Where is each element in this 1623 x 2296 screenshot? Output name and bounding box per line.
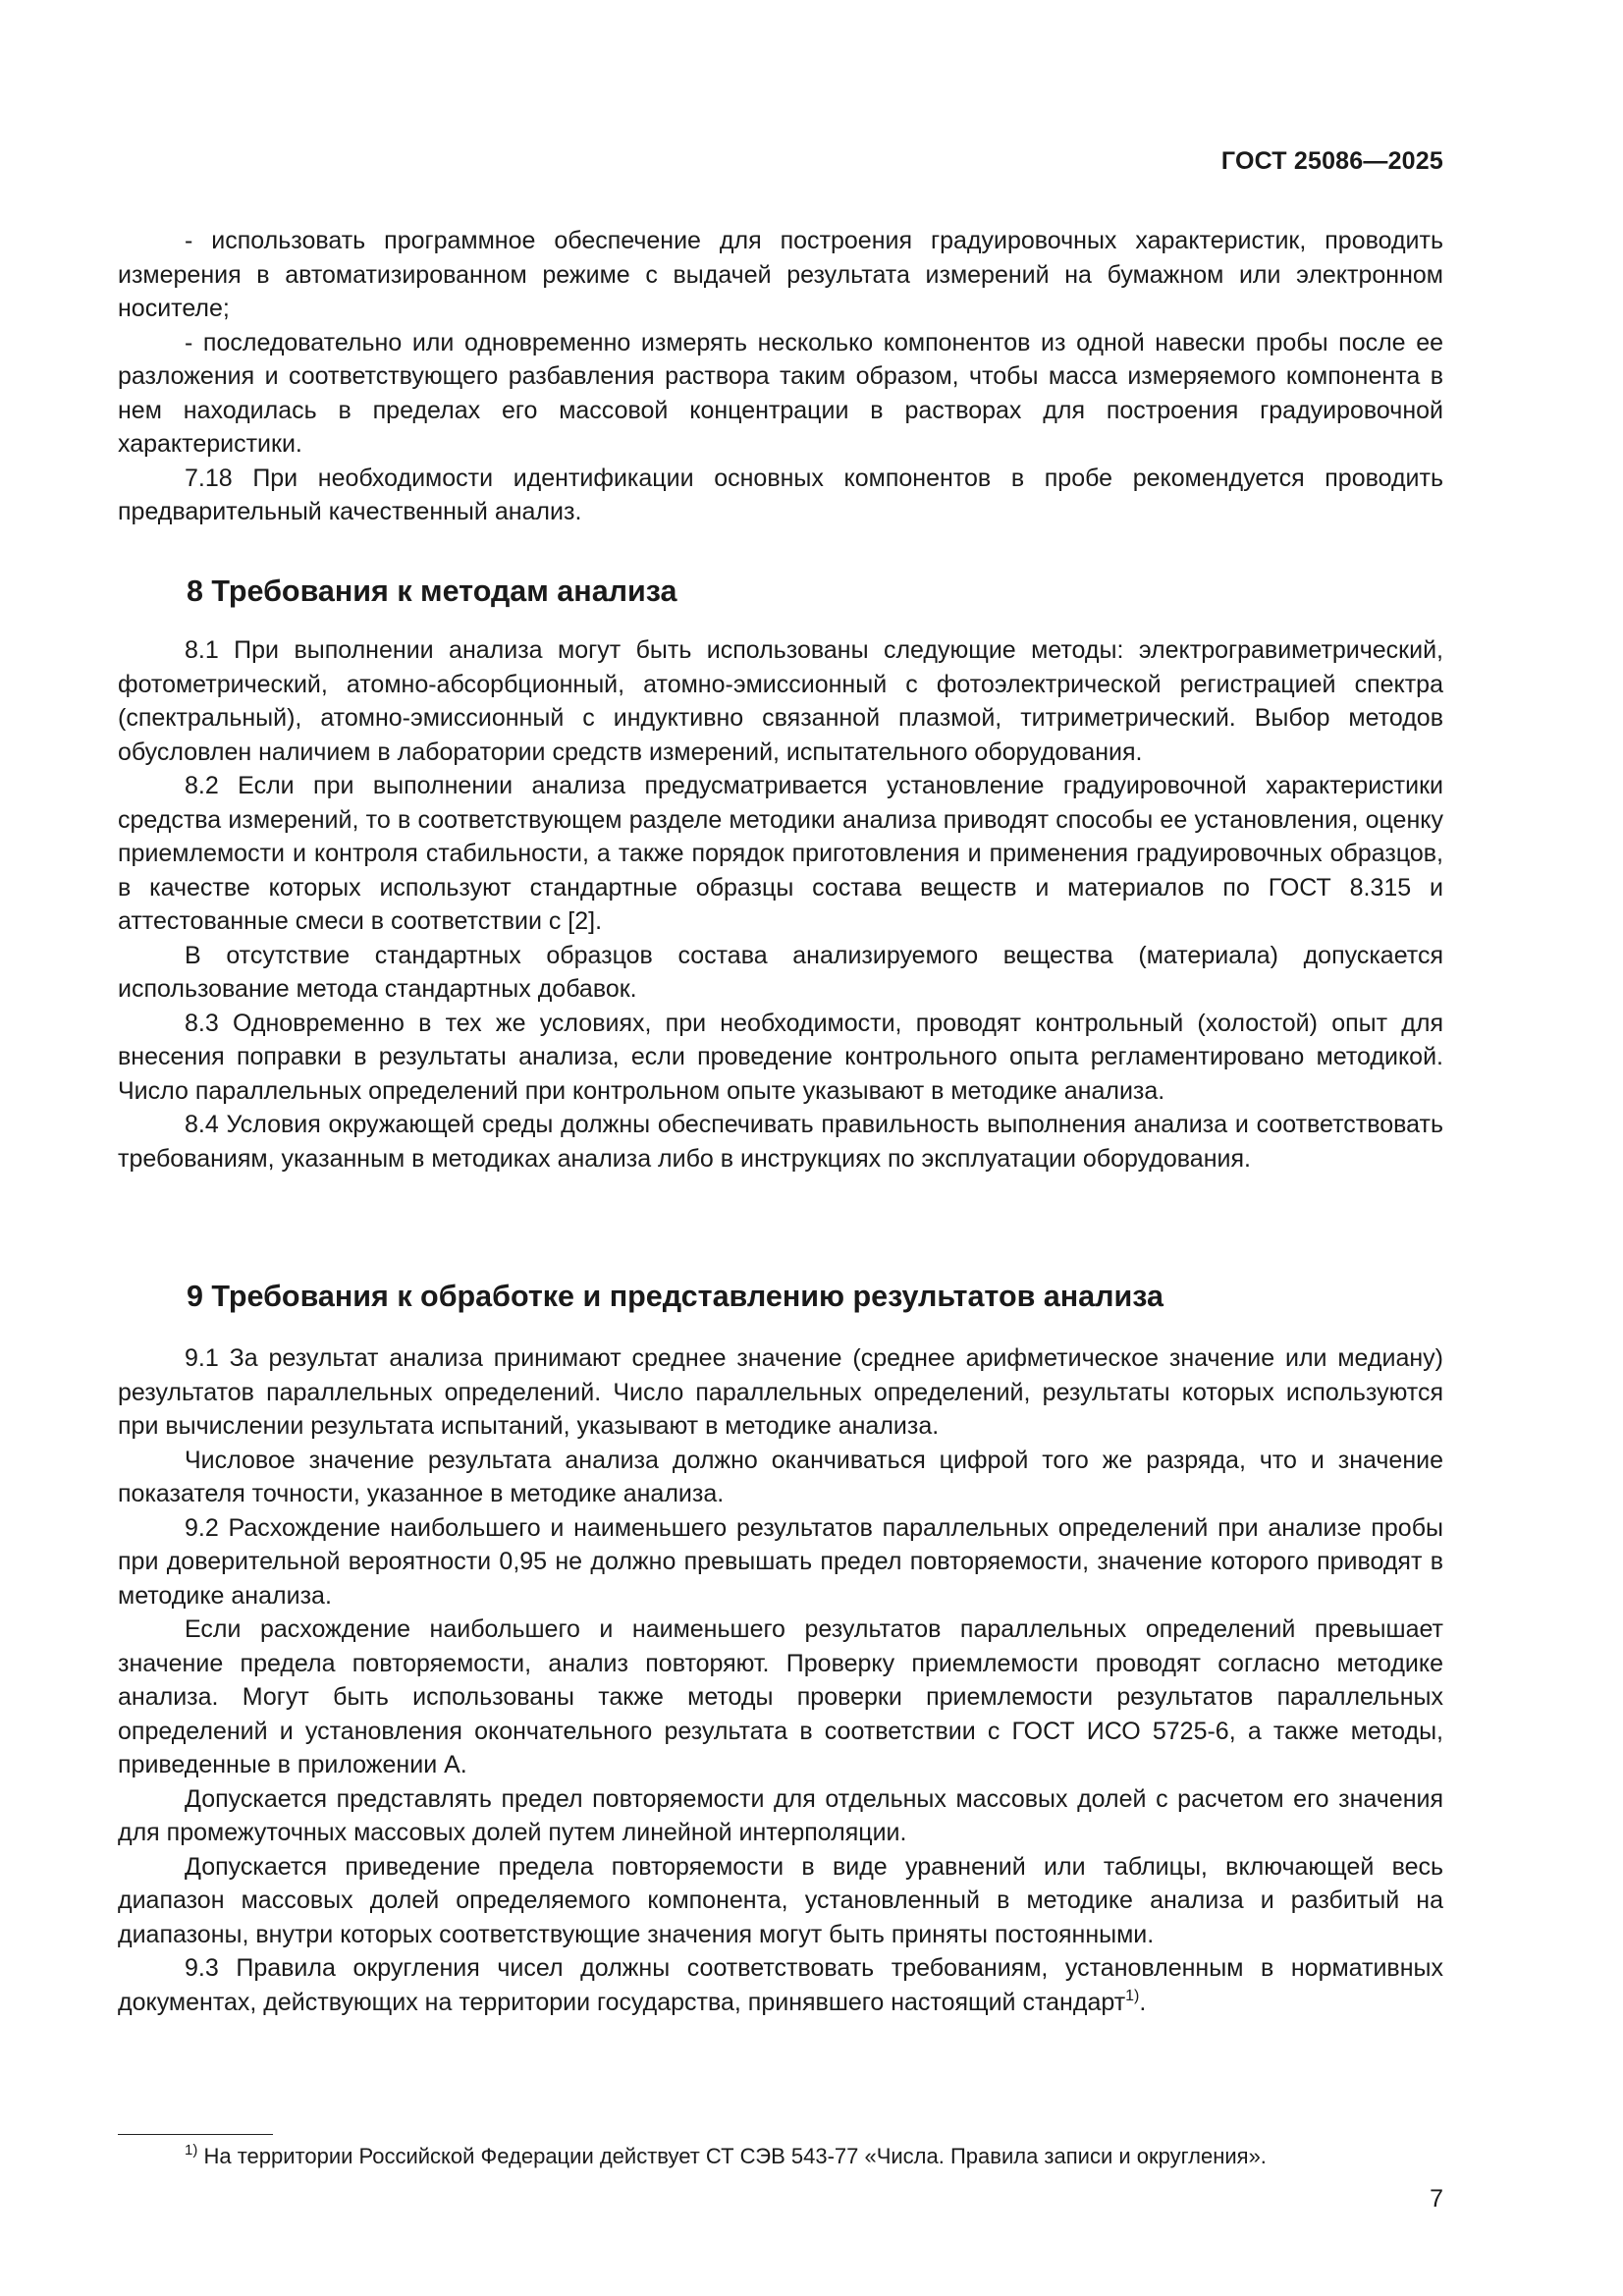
- paragraph: 9.2 Расхождение наибольшего и наименьшего результатов параллельных определений при анализе пробы при доверительной вероятности 0,95 не должно превышать предел повторяемости, значение которого приводят в методике анализа.: [118, 1513, 1443, 1610]
- paragraph: Числовое значение результата анализа должно оканчиваться цифрой того же разряда, что и значение показателя точности, указанное в методике анализа.: [118, 1446, 1443, 1507]
- paragraph: - последовательно или одновременно измерять несколько компонентов из одной навески пробы после ее разложения и соответствующего разбавления раствора таким образом, чтобы масса измеряемого компонента в нем находилась в пределах его массовой концентрации в растворах для построения градуировочной характеристики.: [118, 328, 1443, 458]
- section-9-text: [118, 1341, 1443, 2019]
- paragraph-with-footnote-ref: 9.3 Правила округления чисел должны соответствовать требованиям, установленным в нормативных документах, действующих на территории государства, принявшего настоящий стандарт$^{1)}$.: [118, 1954, 1443, 2016]
- paragraph: 8.2 Если при выполнении анализа предусматривается установление градуировочной характеристики средства измерений, то в соответствующем разделе методики анализа приводят способы ее установления, оценку приемлемости и контроля стабильности, а также порядок приготовления и применения градуировочных образцов, в качестве которых используют стандартные образцы состава веществ и материалов по ГОСТ 8.315 и аттестованные смеси в соответствии с [2].: [118, 772, 1443, 935]
- section-9-heading: 9 Требования к обработке и представлению результатов анализа: [187, 1280, 1163, 1313]
- paragraph: Если расхождение наибольшего и наименьшего результатов параллельных определений превышает значение предела повторяемости, анализ повторяют. Проверку приемлемости проводят согласно методике анализа. Могут быть использованы также методы проверки приемлемости результатов параллельных определений и установления окончательного результата в соответствии с ГОСТ ИСО 5725-6, а также методы, приведенные в приложении А.: [118, 1615, 1443, 1778]
- paragraph: Допускается представлять предел повторяемости для отдельных массовых долей с расчетом его значения для промежуточных массовых долей путем линейной интерполяции.: [118, 1784, 1443, 1846]
- paragraph: 9.1 За результат анализа принимают среднее значение (среднее арифметическое значение или медиану) результатов параллельных определений. Число параллельных определений, результаты которых используются при вычислении результата испытаний, указывают в методике анализа.: [118, 1344, 1443, 1440]
- intro-text: [118, 224, 1443, 529]
- footnote: [185, 2142, 1267, 2171]
- footnote-divider: [118, 2134, 273, 2135]
- paragraph: 8.1 При выполнении анализа могут быть использованы следующие методы: электрогравиметрический, фотометрический, атомно-абсорбционный, атомно-эмиссионный с фотоэлектрической регистрацией спектра (спектральный), атомно-эмиссионный с индуктивно связанной плазмой, титриметрический. Выбор методов обусловлен наличием в лаборатории средств измерений, испытательного оборудования.: [118, 636, 1443, 766]
- standard-code: ГОСТ 25086—2025: [1220, 147, 1443, 175]
- footnote-marker: 1): [185, 2142, 198, 2159]
- paragraph: - использовать программное обеспечение для построения градуировочных характеристик, проводить измерения в автоматизированном режиме с выдачей результата измерений на бумажном или электронном носителе;: [118, 227, 1443, 322]
- paragraph: Допускается приведение предела повторяемости в виде уравнений или таблицы, включающей весь диапазон массовых долей определяемого компонента, установленный в методике анализа и разбитый на диапазоны, внутри которых соответствующие значения могут быть приняты постоянными.: [118, 1852, 1443, 1948]
- paragraph: 7.18 При необходимости идентификации основных компонентов в пробе рекомендуется проводить предварительный качественный анализ.: [118, 464, 1443, 525]
- paragraph-text: 9.3 Правила округления чисел должны соответствовать требованиям, установленным в нормативных документах, действующих на территории государства, принявшего настоящий стандарт: [118, 1954, 1443, 2016]
- footnote-text: На территории Российской Федерации действует СТ СЭВ 543-77 «Числа. Правила записи и округления».: [197, 2144, 1267, 2168]
- section-8-heading: 8 Требования к методам анализа: [187, 574, 677, 608]
- page-number: 7: [1430, 2185, 1443, 2213]
- footnote-reference[interactable]: 1): [1125, 1987, 1140, 2004]
- paragraph: В отсутствие стандартных образцов состава анализируемого вещества (материала) допускается использование метода стандартных добавок.: [118, 941, 1443, 1003]
- paragraph: 8.4 Условия окружающей среды должны обеспечивать правильность выполнения анализа и соответствовать требованиям, указанным в методиках анализа либо в инструкциях по эксплуатации оборудования.: [118, 1111, 1443, 1173]
- section-8-text: [118, 633, 1443, 1175]
- paragraph: 8.3 Одновременно в тех же условиях, при необходимости, проводят контрольный (холостой) опыт для внесения поправки в результаты анализа, если проведение контрольного опыта регламентировано методикой. Число параллельных определений при контрольном опыте указывают в методике анализа.: [118, 1009, 1443, 1105]
